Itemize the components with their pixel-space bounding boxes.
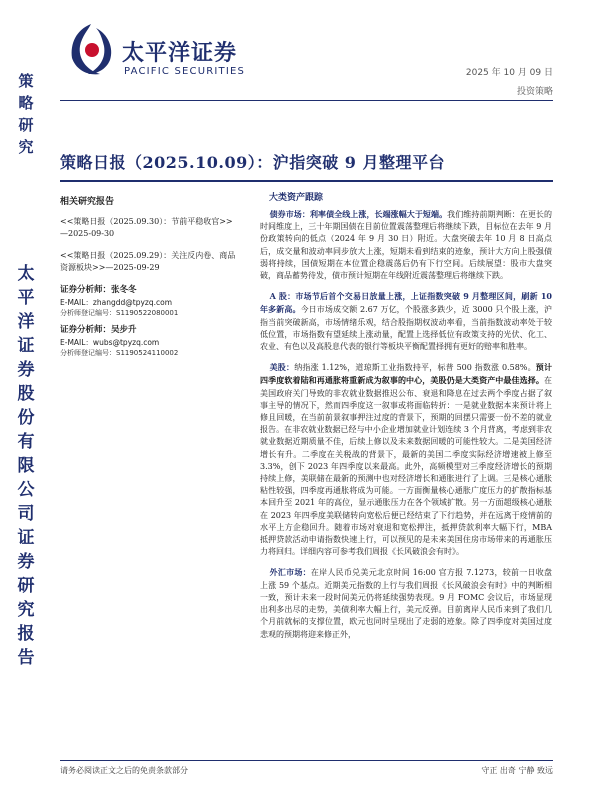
section-heading: 大类资产跟踪	[269, 193, 324, 203]
brand-name-cn: 太平洋证券	[122, 41, 238, 66]
bond-market-paragraph	[260, 208, 552, 282]
a-share-text: 今日市场成交额 2.67 万亿，个股涨多跌少，近 3000 只个股上涨，沪指当前突破新高，市场情绪乐观，结合股指期权波动率看，当前指数波动率处于较低位置，市场指数有望延续上涨动量，配置上选择低位有政策支持的光伏、化工、农业、有色以及高股息代表的银行等板块平衡配置择拥有更好的赔率和胜率。	[260, 305, 553, 352]
analyst-registration: 分析师登记编号：S1190522080001	[60, 309, 179, 317]
analyst-registration: 分析师登记编号：S1190524110002	[60, 349, 179, 357]
analyst-block	[60, 324, 240, 358]
sidebar-label-main: 太平洋证券股份有限公司证券研究报告	[17, 264, 35, 668]
brand-name-en: PACIFIC SECURITIES	[124, 66, 246, 77]
company-motto: 守正 出奇 宁静 致远	[481, 766, 553, 775]
us-stock-lead: 美股：	[269, 362, 295, 373]
bond-market-lead: 债券市场：利率债全线上涨，长端涨幅大于短端。	[269, 209, 448, 219]
analyst-name: 证券分析师：张冬冬	[60, 285, 137, 295]
title-divider	[60, 180, 553, 182]
fx-market-lead: 外汇市场：	[269, 567, 311, 578]
analyst-email[interactable]: E-MAIL：zhangdd@tpyzq.com	[60, 298, 172, 307]
report-title: 策略日报（2025.10.09）：沪指突破 9 月整理平台	[60, 153, 445, 172]
fx-market-paragraph	[260, 566, 552, 640]
report-date: 2025 年 10 月 09 日	[465, 68, 553, 78]
main-body	[260, 208, 552, 649]
sidebar-label-top: 策略研究	[18, 72, 34, 156]
related-report-link[interactable]: <<策略日报（2025.09.30）：节前平稳收官>>—2025-09-30	[60, 217, 233, 238]
us-stock-paragraph	[260, 361, 552, 558]
us-stock-text-2: 在美国政府关门导致的非农就业数据推迟公布、衰退和降息在过去两个季度占据了叙事主导的情况下，然而四季度这一叙事或将面临转折：一是就业数据本来预计将上修且回暖，在当前前景叙事押注过度的背景下，预期的回摆只需要一份不差的就业报告。在非农就业数据已经与中小企业增加就业计划连续 3 个月背离，考虑到非农就业数据近期质量不佳，后续上修以及未来数据回暖的可能性较大。二是美国经济增长有升。二季度在关税战的背景下，最新的美国二季度实际经济增速被上修至 3.3%，创下 2023 年四季度以来最高。此外，高频模型对三季度经济增长的预期持续上修，美联储在最新的预测中也对经济增长和通胀进行了上调。三是核心通胀粘性较强，四季度再通胀将成为可能。一方面衡量核心通胀广度压力的扩散指标基本回升至 2021 年的高位，显示通胀压力在各个领域扩散。另一方面超级核心通胀在 2023 年四季度美联储转向宽松后便已经结束了下行趋势，并在远离于疫情前的水平上方企稳回升。随着市场对衰退和宽松押注，抵押贷款利率大幅下行，MBA 抵押贷款活动申请指数快速上行，可以预见的是未来美国住房市场带来的再通胀压力将回归。详细内容可参考我们周报《长风破浪会有时》。	[260, 376, 552, 557]
analyst-block	[60, 284, 240, 318]
a-share-lead: A 股：市场节后首个交易日放量上涨，上证指数突破 9 月整理区间，刷新 10 年多新高。	[260, 291, 552, 315]
related-reports-heading: 相关研究报告	[60, 197, 115, 207]
report-category: 投资策略	[516, 87, 553, 97]
fx-market-text: 在岸人民币兑美元北京时间 16:00 官方报 7.1273，较前一日收盘上涨 59 个基点。近期美元指数的上行与我们周报《长风破浪会有时》中的判断相一致，预计未来一段时间美元仍将延续强势表现。9 月 FOMC 会议后，市场显现出利多出尽的走势，美债利率大幅上行，美元反弹。目前离岸人民币来到了我们几个月前就标的支撑位置，欧元也同时呈现出了走弱的迹象。除了四季度对美国过度悲观的预期将迎来修正外，	[260, 568, 552, 639]
left-column	[60, 196, 240, 358]
bond-market-text: 我们维持前期判断：在更长的时间维度上，三十年期国债在目前位置震荡整理后将继续下跌，目标位在去年 9 月份政策转向的低点（2024 年 9 月 30 日）附近。大盘突破去年 10 月 8 日高点后，成交量和波动率同步放大上涨，短期未看到结束的迹象，预计大方向上股强债弱将持续，国债短期在本位置企稳震荡后仍有下行空间。后续展望：股市大盘突破，商品蓄势待发，债市预计短期在年线附近震荡整理后将继续下跌。	[260, 210, 553, 281]
a-share-paragraph	[260, 290, 552, 353]
disclaimer-note: 请务必阅读正文之后的免责条款部分	[60, 766, 188, 775]
footer-divider	[60, 760, 553, 761]
us-stock-text-1: 纳指涨 1.12%，道琼斯工业指数持平，标普 500 指数涨 0.58%。	[294, 363, 536, 373]
analyst-email[interactable]: E-MAIL：wubs@tpyzq.com	[60, 338, 160, 347]
us-stock-thesis: 预计四季度软着陆和再通胀将重新成为叙事的中心，美股仍是大类资产中最佳选择。	[260, 362, 553, 386]
header-divider	[60, 100, 553, 101]
related-report-link[interactable]: <<策略日报（2025.09.29）：关注反内卷、商品资源板块>>—2025-09-29	[60, 251, 236, 272]
analyst-name: 证券分析师：吴步升	[60, 325, 137, 335]
pacific-securities-logo-icon	[66, 22, 116, 78]
